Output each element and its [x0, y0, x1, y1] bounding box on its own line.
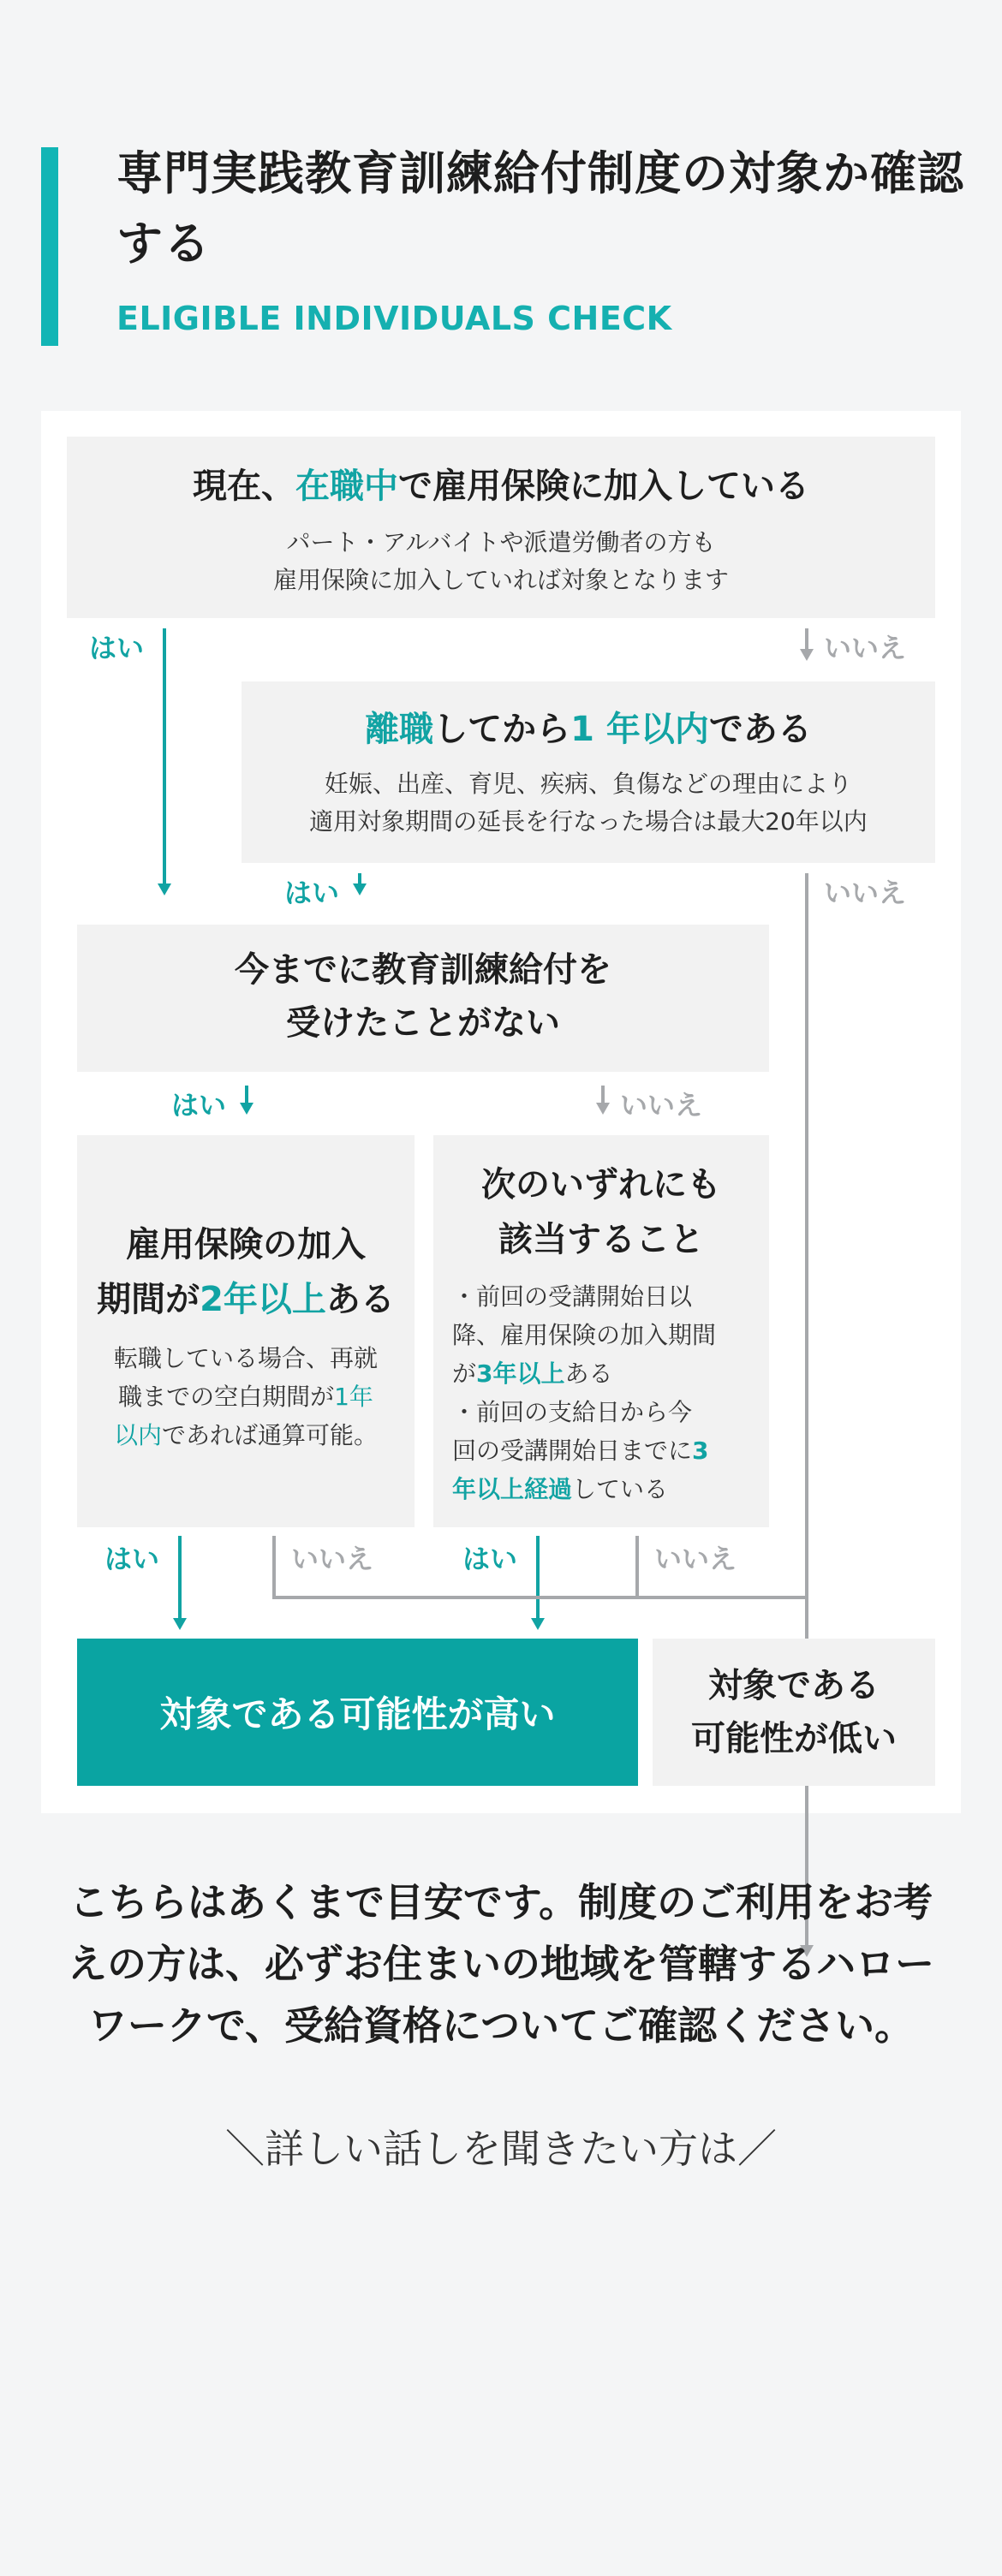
- label-yes: はい: [462, 1543, 518, 1575]
- disclaimer-line: えの方は、必ずお住まいの地域を管轄するハロー: [68, 1941, 934, 1987]
- flow-line: [805, 628, 808, 651]
- result-likely-eligible: 対象である可能性が高い: [77, 1639, 638, 1786]
- result-unlikely-eligible: [653, 1639, 935, 1786]
- result-unlikely-line: 対象である: [708, 1666, 880, 1705]
- question-employed-desc: パート・アルバイトや派遣労働者の方も 雇用保険に加入していれば対象となります: [272, 528, 729, 594]
- label-yes: はい: [104, 1543, 160, 1575]
- arrow-down-icon: [353, 883, 367, 895]
- disclaimer-line: ワークで、受給資格についてご確認ください。: [87, 2002, 915, 2049]
- title-accent-bar: [41, 147, 58, 346]
- result-unlikely-line: 可能性が低い: [691, 1719, 897, 1758]
- flow-line: [272, 1596, 808, 1599]
- question-left-job-title: 離職してから1 年以内である: [365, 710, 812, 749]
- arrow-down-icon: [173, 1618, 187, 1630]
- arrow-down-icon: [800, 649, 814, 661]
- label-yes: はい: [284, 877, 340, 909]
- eligibility-flowchart: [41, 411, 961, 1813]
- label-no: いいえ: [824, 632, 907, 664]
- question-no-prior-benefit-line: 今までに教育訓練給付を: [235, 950, 611, 990]
- arrow-down-icon: [158, 883, 171, 895]
- label-no: いいえ: [291, 1543, 374, 1575]
- question-no-prior-benefit-line: 受けたことがない: [286, 1003, 560, 1043]
- question-insurance-period: [77, 1135, 415, 1527]
- question-repeat-conditions-line: 該当すること: [498, 1220, 704, 1259]
- question-employed: [67, 437, 935, 618]
- disclaimer-notice: [34, 1871, 968, 2056]
- question-repeat-conditions: [433, 1135, 769, 1527]
- question-employed-title: 現在、在職中で雇用保険に加入している: [193, 467, 809, 506]
- question-left-job: [242, 681, 935, 863]
- question-left-job-desc: 妊娠、出産、育児、疾病、負傷などの理由により 適用対象期間の延長を行なった場合は最大20年以内: [309, 770, 868, 836]
- arrow-down-icon: [596, 1103, 610, 1115]
- flow-line: [635, 1536, 639, 1597]
- label-no: いいえ: [824, 877, 907, 909]
- question-repeat-conditions-list: ・前回の受講開始日以 降、雇用保険の加入期間 が3年以上ある ・前回の支給日から今 回の受講開始日までに3 年以上経過している: [452, 1282, 717, 1503]
- page-subtitle: ELIGIBLE INDIVIDUALS CHECK: [116, 300, 672, 337]
- flow-line: [536, 1536, 540, 1620]
- label-yes: はい: [171, 1089, 227, 1121]
- label-no: いいえ: [654, 1543, 737, 1575]
- question-no-prior-benefit: [77, 925, 769, 1072]
- arrow-down-icon: [531, 1618, 545, 1630]
- contact-cta-heading: ＼詳しい話しを聞きたい方は／: [225, 2126, 777, 2172]
- disclaimer-line: こちらはあくまで目安です。制度のご利用をお考: [69, 1879, 933, 1925]
- flow-line: [272, 1536, 276, 1597]
- page-title: 専門実践教育訓練給付制度の対象か確認する: [116, 146, 964, 271]
- label-yes: はい: [89, 632, 145, 664]
- flow-line: [163, 628, 166, 885]
- question-insurance-period-line: 雇用保険の加入: [126, 1225, 366, 1264]
- question-insurance-period-line: 期間が2年以上ある: [97, 1280, 395, 1319]
- arrow-down-icon: [240, 1103, 253, 1115]
- question-insurance-period-desc: 転職している場合、再就 職までの空白期間が1年 以内であれば通算可能。: [113, 1344, 379, 1449]
- flow-line: [178, 1536, 182, 1620]
- label-no: いいえ: [620, 1089, 703, 1121]
- question-repeat-conditions-line: 次のいずれにも: [481, 1165, 721, 1205]
